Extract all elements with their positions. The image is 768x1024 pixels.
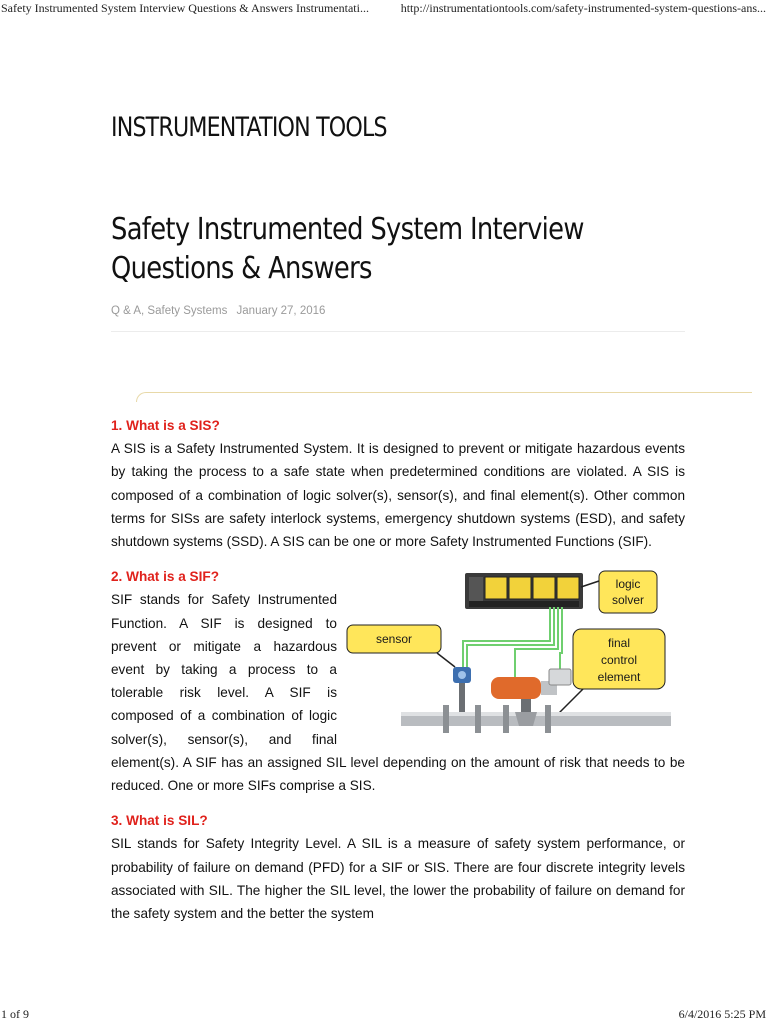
logic-solver-label-1: logic [615,577,641,592]
sensor-device [453,667,471,712]
sensor-label: sensor [375,632,413,647]
section-2-body: SIF stands for Safety Instrumented Function. A SIF is designed to prevent or mitigate a hazardous event by taking a process to a tolerable risk level. A SIF is composed of a combination of logic solver(s), sensor(s), and final element(s). A SIF has an assigned SIL level depending on the amount of risk that needs to be reduced. One or more SIFs comprise a SIS. [111,592,685,794]
section-2-heading: 2. What is a SIF? [111,569,220,585]
section-3-heading: 3. What is SIL? [111,813,208,829]
site-title[interactable]: INSTRUMENTATION TOOLS [111,112,387,143]
print-header-url: http://instrumentationtools.com/safety-instrumented-system-questions-ans... [400,1,766,15]
final-element-label-2: control [600,653,638,668]
meta-divider [111,331,685,332]
post-categories[interactable]: Q & A, Safety Systems [111,305,228,317]
section-1-body: A SIS is a Safety Instrumented System. It is designed to prevent or mitigate hazardous events by taking the process to a safe state when predetermined conditions are violated. A SIS is composed of a combination of logic solver(s), sensor(s), and final element(s). Other common terms for SISs are safety interlock systems, emergency shutdown systems (ESD), and safety shutdown systems (SSD). A SIS can be one or more Safety Instrumented Functions (SIF). [111,441,685,550]
article-content [111,414,685,937]
page-number: 1 of 9 [1,1007,29,1021]
print-datetime: 6/4/2016 5:25 PM [678,1007,766,1021]
content-divider [136,392,752,402]
logic-solver-rack [465,573,583,609]
post-meta [111,305,331,317]
section-3-body: SIL stands for Safety Integrity Level. A SIL is a measure of safety system performance, or probability of failure on demand (PFD) for a SIF or SIS. There are four discrete integrity levels associated with SIL. The higher the SIL level, the lower the probability of failure on demand for the safety system and the better the system [111,836,685,922]
final-element-label-3: element [597,670,641,685]
post-date: January 27, 2016 [236,305,326,317]
final-element-label-1: final [607,636,631,651]
sif-diagram [345,569,685,744]
print-header-title: Safety Instrumented System Interview Questions & Answers Instrumentati... [1,1,369,15]
print-footer [0,1004,768,1024]
print-header [0,0,768,18]
logic-solver-callout [581,571,657,613]
logic-solver-label-2: solver [611,593,645,608]
section-1-heading: 1. What is a SIS? [111,418,220,433]
post-title: Safety Instrumented System Interview Questions & Answers [111,212,584,286]
process-pipe [401,705,671,733]
sensor-callout [347,625,455,667]
signal-wires [463,607,562,677]
